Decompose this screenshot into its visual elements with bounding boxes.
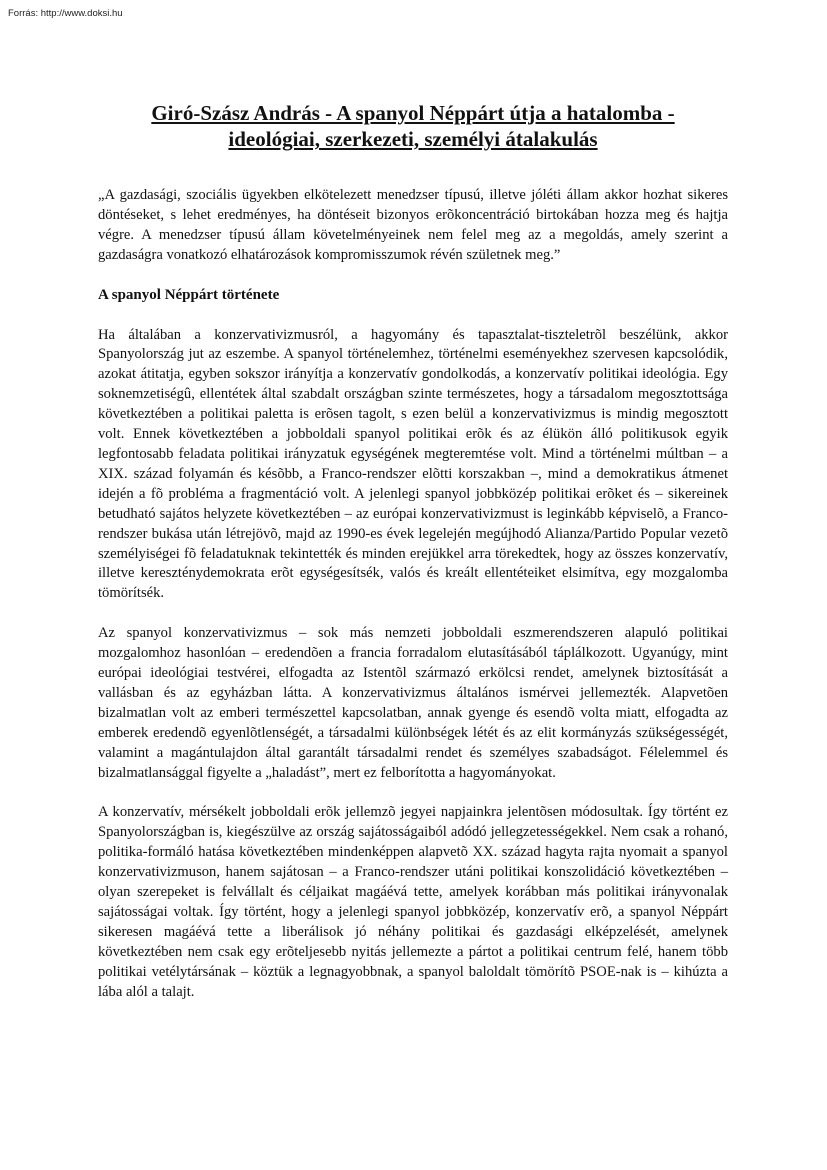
section-heading: A spanyol Néppárt története — [98, 286, 280, 303]
source-url-line: Forrás: http://www.doksi.hu — [8, 8, 123, 19]
title-line-2: ideológiai, szerkezeti, személyi átalakulás — [228, 127, 598, 151]
epigraph-quote: „A gazdasági, szociális ügyekben elkötelezett menedzser típusú, illetve jóléti állam akkor hozhat sikeres döntéseket, s lehet eredményes, ha döntéseit bizonyos erõkoncentráció birtokában hozza meg és hajtja végre. A menedzser típusú állam követelményeinek nem felel meg az a megoldás, amely szerint a gazdaságra vonatkozó elhatározások kompromisszumok révén születnek meg.” — [98, 187, 728, 263]
title-line-1: Giró-Szász András - A spanyol Néppárt útja a hatalomba - — [151, 101, 675, 125]
paragraph-2: Az spanyol konzervativizmus – sok más nemzeti jobboldali eszmerendszeren alapuló politikai mozgalomhoz hasonlóan – eredendõen a francia forradalom elutasításából táplálkozott. Ugyanúgy, mint európai ideológiai testvérei, elfogadta az Istentõl származó erkölcsi rendet, amelynek biztosítását a vallásban és az egyházban látta. A konzervativizmus általános ismérvei jellemezték. Alapvetõen bizalmatlan volt az emberi természettel kapcsolatban, annak gyenge és esendõ volta miatt, elfogadta az emberek eredendõ egyenlõtlenségét, a társadalmi különbségek létét és az elit kormányzás szükségességét, valamint a magántulajdon által garantált társadalmi rendet és személyes szabadságot. Félelemmel és bizalmatlansággal figyelte a „haladást”, mert ez felborította a hagyományokat. — [98, 625, 728, 781]
paragraph-3: A konzervatív, mérsékelt jobboldali erõk jellemzõ jegyei napjainkra jelentõsen módosultak. Így történt ez Spanyolországban is, kiegészülve az ország sajátosságaiból adódó jellegzetességekkel. Nem csak a rohanó, politika-formáló hatása következtében mindenképpen alapvetõ XX. század hagyta rajta nyomait a spanyol konzervativizmuson, hanem sajátosan – a Franco-rendszer utáni politikai konszolidáció következtében – olyan szerepeket is felvállalt és céljaikat magáévá tette, amelyek korábban más politikai irányvonalak sajátosságai voltak. Így történt, hogy a jelenlegi spanyol jobbközép, konzervatív erõ, a spanyol Néppárt sikeresen magáévá tette a liberálisok jó néhány politikai és gazdasági elképzelését, amelynek következtében nem csak egy erõteljesebb nyitás jellemezte a pártot a politikai centrum felé, hanem több politikai vetélytársának – köztük a legnagyobbnak, a spanyol baloldalt tömörítõ PSOE-nak is – kihúzta a lába alól a talajt. — [98, 804, 728, 1000]
document-title — [98, 100, 728, 152]
paragraph-1: Ha általában a konzervativizmusról, a hagyomány és tapasztalat-tiszteletrõl beszélünk, akkor Spanyolország jut az eszembe. A spanyol történelemhez, történelmi eseményekhez szervesen kapcsolódik, azokat átitatja, egyben sokszor irányítja a konzervatív gondolkodás, a konzervatív politikai ideológia. Egy soknemzetiségû, ellentétek által szabdalt országban szinte természetes, hogy a társadalom megosztottsága következtében a politikai paletta is erõsen tagolt, s ezen belül a konzervativizmus is mindig megosztott volt. Ennek következtében a jobboldali spanyol politikai erõk és az élükön álló politikusok egyik legfontosabb feladata politikai irányzatuk egységének megteremtése volt. Mind a történelmi múltban – a XIX. század folyamán és késõbb, a Franco-rendszer elõtti korszakban –, mind a demokratikus átmenet idején a fõ probléma a fragmentáció volt. A jelenlegi spanyol jobbközép politikai erõket és – sikereinek betudható sajátos helyzete következtében – az európai konzervativizmust is leginkább képviselõ, a Franco-rendszer bukása után létrejövõ, majd az 1990-es évek legelején megújhodó Alianza/Partido Popular vezetõ személyiségei fõ feladatuknak tekintették és minden erejükkel arra törekedtek, hogy az összes konzervatív, illetve kereszténydemokrata erõt egységesítsék, valós és kreált ellentéteiket elsimítva, egy mozgalomba tömörítsék. — [98, 326, 728, 602]
document-body — [98, 186, 728, 1023]
